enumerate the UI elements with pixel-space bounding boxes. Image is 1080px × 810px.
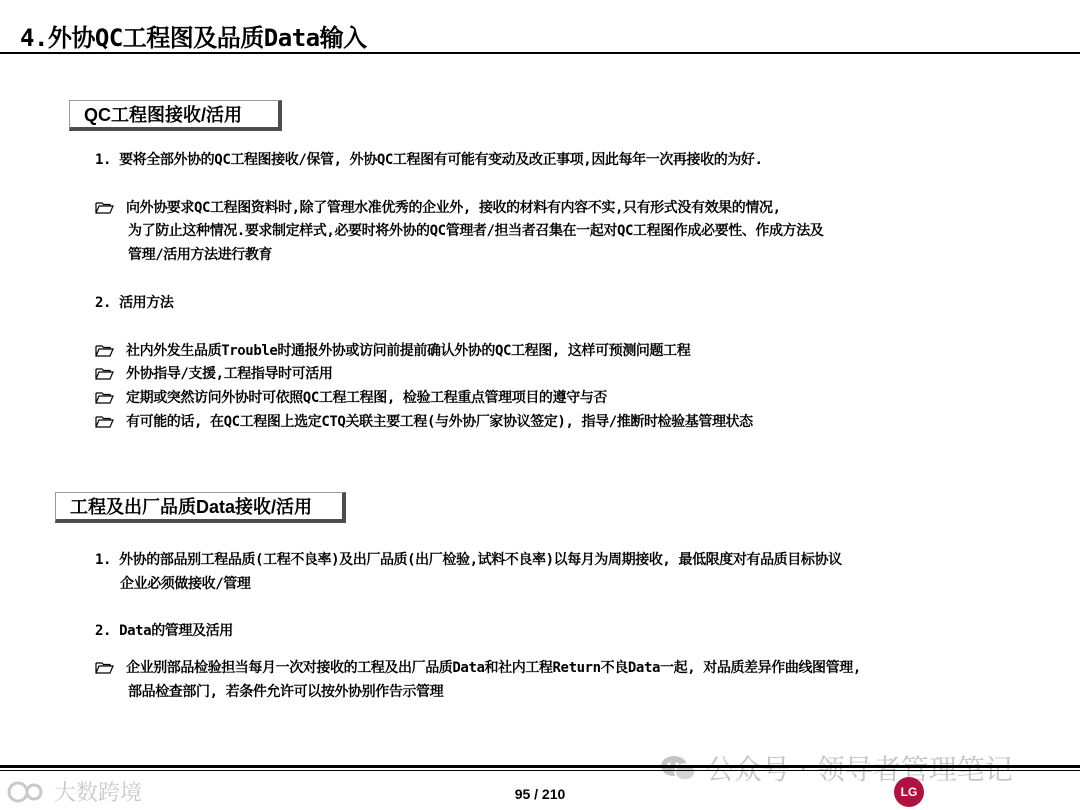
watermark-wechat <box>660 748 1013 788</box>
lg-logo <box>894 777 924 807</box>
lg-logo-text: LG <box>900 785 918 799</box>
list-item: 1. 外协的部品别工程品质(工程不良率)及出厂品质(出厂检验,试料不良率)以每月为周期接收, 最低限度对有品质目标协议 <box>95 552 842 568</box>
list-item: 为了防止这种情况.要求制定样式,必要时将外协的QC管理者/担当者召集在一起对QC工程图作成必要性、作成方法及 <box>128 223 824 239</box>
folder-icon <box>95 415 114 428</box>
section-heading-quality-data: 工程及出厂品质Data接收/活用 <box>55 492 346 523</box>
list-item: 管理/活用方法进行教育 <box>128 247 273 263</box>
list-item: 企业必须做接收/管理 <box>120 576 251 592</box>
page-title: 4.外协QC工程图及品质Data输入 <box>20 24 367 52</box>
section-heading-qc-chart: QC工程图接收/活用 <box>69 100 282 131</box>
list-item: 企业别部品检验担当每月一次对接收的工程及出厂品质Data和社内工程Return不良Data一起, 对品质差异作曲线图管理, <box>126 660 861 676</box>
list-item: 2. Data的管理及活用 <box>95 623 233 639</box>
list-item: 外协指导/支援,工程指导时可活用 <box>126 366 333 382</box>
folder-icon <box>95 661 114 674</box>
list-item: 定期或突然访问外协时可依照QC工程工程图, 检验工程重点管理项目的遵守与否 <box>126 390 607 406</box>
list-item: 2. 活用方法 <box>95 295 174 311</box>
folder-icon <box>95 344 114 357</box>
watermark-text <box>706 748 1013 788</box>
folder-icon <box>95 391 114 404</box>
list-item: 1. 要将全部外协的QC工程图接收/保管, 外协QC工程图有可能有变动及改正事项,因此每年一次再接收的为好. <box>95 152 763 168</box>
watermark-brand-text: 大数跨境 <box>54 781 143 806</box>
list-item: 有可能的话, 在QC工程图上选定CTQ关联主要工程(与外协厂家协议签定), 指导/推断时检验基管理状态 <box>126 414 753 430</box>
footer-divider <box>0 765 1080 768</box>
footer-divider-thin <box>0 770 1080 771</box>
folder-icon <box>95 201 114 214</box>
folder-icon <box>95 367 114 380</box>
wechat-icon <box>660 754 696 782</box>
title-divider <box>0 52 1080 54</box>
list-item: 向外协要求QC工程图资料时,除了管理水准优秀的企业外, 接收的材料有内容不实,只有形式没有效果的情况, <box>126 200 781 216</box>
list-item: 部品检查部门, 若条件允许可以按外协别作告示管理 <box>128 684 444 700</box>
list-item: 社内外发生品质Trouble时通报外协或访问前提前确认外协的QC工程图, 这样可预测问题工程 <box>126 343 691 359</box>
page-number: 95 / 210 <box>514 786 566 802</box>
